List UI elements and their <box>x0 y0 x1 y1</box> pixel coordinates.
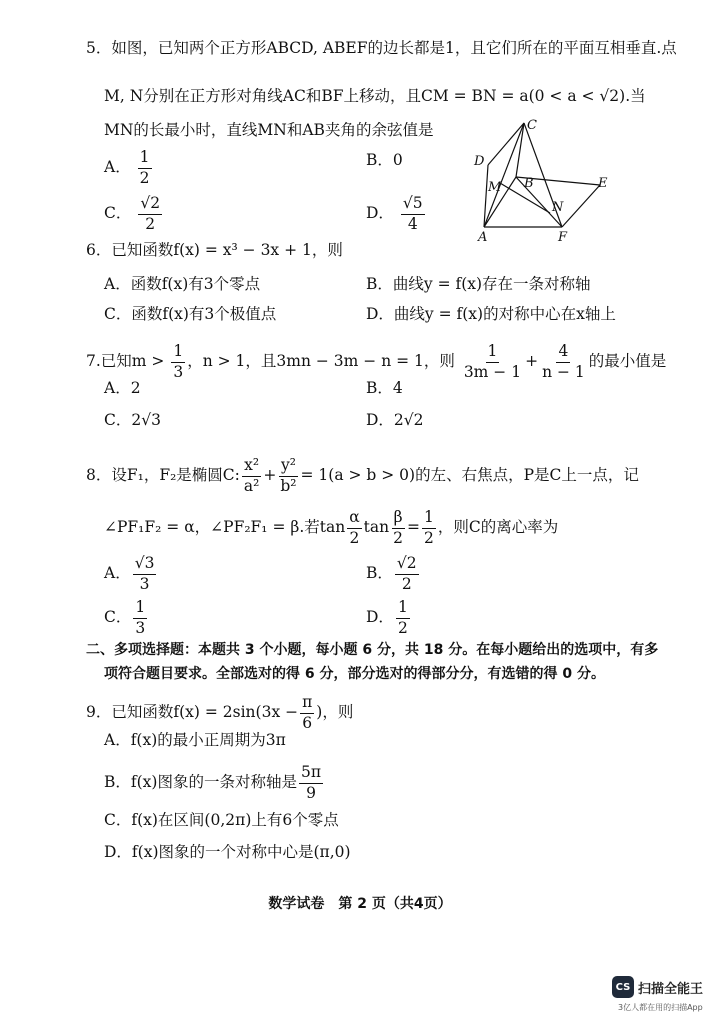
q5-line2: M, N分别在正方形对角线AC和BF上移动，且CM = BN = a(0 < a < √2).当 <box>104 87 646 105</box>
diag-AC <box>484 123 524 227</box>
label-E: E <box>598 176 608 191</box>
section2-heading-line1: 二、多项选择题：本题共 3 个小题，每小题 6 分，共 18 分。在每小题给出的选项中，有多 <box>86 642 659 658</box>
q5-d-fraction: $\frac{√5}{4}$ <box>402 194 423 233</box>
q6-option-a: A．函数f(x)有3个零点 <box>104 275 261 293</box>
q9-stem: 9．已知函数f(x) = 2sin(3x − $\frac{\pi}{6}$ )，则 <box>86 693 354 732</box>
q9-option-c: C．f(x)在区间(0,2π)上有6个零点 <box>104 811 339 829</box>
label-N: N <box>552 200 564 215</box>
scanner-badge-title: 扫描全能王 <box>638 981 704 997</box>
q9-option-a: A．f(x)的最小正周期为3π <box>104 731 286 749</box>
q9-option-d: D．f(x)图象的一个对称中心是(π,0) <box>104 843 351 861</box>
q6-option-c: C．函数f(x)有3个极值点 <box>104 305 277 323</box>
scanner-badge-subtitle: 3亿人都在用的扫描App <box>618 1003 703 1012</box>
q6-option-d: D．曲线y = f(x)的对称中心在x轴上 <box>366 305 616 323</box>
q8-option-a: A． $\frac{√3}{3}$ <box>104 554 155 593</box>
section2-heading-line2: 项符合题目要求。全部选对的得 6 分，部分选对的得部分分，有选错的得 0 分。 <box>104 666 605 682</box>
q8-option-d: D． $\frac{1}{2}$ <box>366 598 408 637</box>
q9-option-b: B．f(x)图象的一条对称轴是 $\frac{5\pi}{9}$ <box>104 763 322 802</box>
q5-option-a: A． $\frac{1}{2}$ <box>104 148 150 187</box>
camscanner-logo-icon: CS <box>612 976 634 998</box>
q8-line1: 8．设F₁，F₂是椭圆C: $\frac{\text{x²}}{\text{a²}}$ + $\frac{\text{y²}}{\text{b²}}$ = 1(a > b > 0)的左、右焦点，P是C上一点，记 <box>86 456 639 495</box>
q5-option-c: C． $\frac{√2}{2}$ <box>104 194 161 233</box>
scanner-badge <box>612 976 703 998</box>
label-D: D <box>474 154 485 169</box>
q7-stem: 7.已知m > $\frac{1}{3}$ ，n > 1，且3mn − 3m − n = 1，则 $\frac{1}{3m - 1}$ + $\frac{4}{n - 1}$ 的最小值是 <box>86 342 667 381</box>
q8-option-b: B． $\frac{√2}{2}$ <box>366 554 417 593</box>
q5-option-b: B．0 <box>366 151 403 169</box>
q5-line1: 5．如图，已知两个正方形ABCD, ABEF的边长都是1，且它们所在的平面互相垂直.点 <box>86 39 677 57</box>
q7-option-d: D．2√2 <box>366 411 424 429</box>
label-F: F <box>558 230 568 245</box>
label-A: A <box>478 230 488 245</box>
q7-option-a: A．2 <box>104 379 141 397</box>
q7-option-b: B．4 <box>366 379 403 397</box>
q6-option-b: B．曲线y = f(x)存在一条对称轴 <box>366 275 591 293</box>
label-M: M <box>488 180 502 195</box>
label-C: C <box>527 118 537 133</box>
page-footer: 数学试卷 第 2 页（共4页） <box>268 896 452 912</box>
q7-option-c: C．2√3 <box>104 411 161 429</box>
q6-stem: 6．已知函数f(x) = x³ − 3x + 1，则 <box>86 241 343 259</box>
q5-line3: MN的长最小时，直线MN和AB夹角的余弦值是 <box>104 121 434 139</box>
q8-option-c: C． $\frac{1}{3}$ <box>104 598 146 637</box>
q5-c-fraction: $\frac{√2}{2}$ <box>140 194 161 233</box>
label-B: B <box>524 176 534 191</box>
edge-FE <box>562 185 600 227</box>
q5-option-d: D． $\frac{√5}{4}$ <box>366 194 423 233</box>
q5-geometry-figure <box>470 115 620 245</box>
q8-line2: ∠PF₁F₂ = α，∠PF₂F₁ = β.若tan $\frac{\alpha}{2}$ tan $\frac{\beta}{2}$ = $\frac{1}{2}$ ，则C的离心率为 <box>104 508 559 547</box>
q5-a-fraction: $\frac{1}{2}$ <box>139 148 150 187</box>
